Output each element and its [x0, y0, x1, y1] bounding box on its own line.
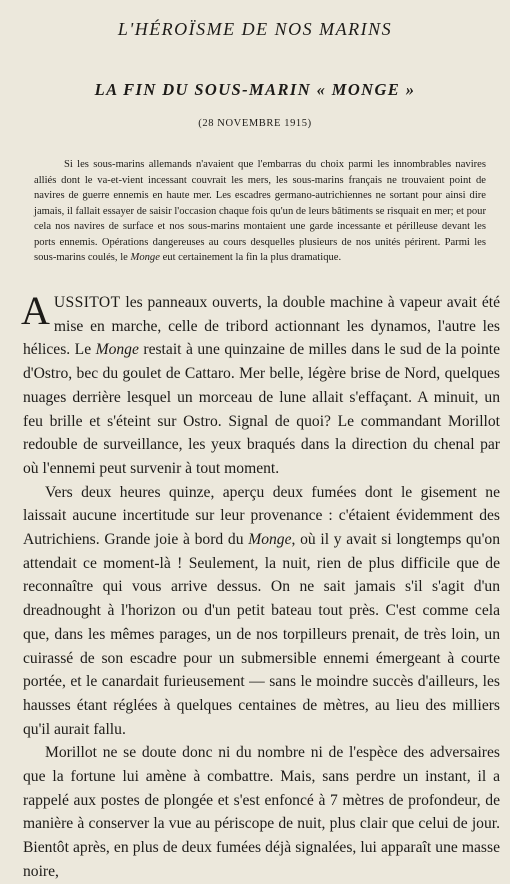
dateline: (28 NOVEMBRE 1915): [198, 118, 312, 129]
small-caps-opening: USSITOT: [53, 294, 121, 311]
ship-name: Monge: [130, 252, 160, 263]
running-title: L'HÉROÏSME DE NOS MARINS: [117, 19, 393, 39]
ship-name: Monge: [95, 341, 139, 359]
paragraph-2-text-1: Vers deux heures quinze, aperçu deux fumées dont le gisement ne laissait aucune incertitude sur leur provenance : c'étaient évidemment des Autrichiens. Grande joie à bord du: [23, 483, 500, 549]
paragraph-1: [21, 288, 501, 481]
ship-name: Monge: [248, 531, 292, 549]
article-title: LA FIN DU SOUS-MARIN « MONGE »: [94, 80, 416, 99]
intro-text-1: Si les sous-marins allemands n'avaient que l'embarras du choix parmi les innombrables navires alliés dont le va-et-vient incessant couvrait les mers, les sous-marins français ne trouvaient point de navires de guerre ennemis en haute mer. Les escadres germano-autrichiennes ne sortant pour ainsi dire jamais, il fallait essayer de saisir l'occasion chaque fois qu'un de leurs bâtiments se risquait en mer; et pour cela nos navires de surface et nos sous-marins montaient une garde incessante et périlleuse devant les ports ennemis. Opérations dangereuses au cours desquelles plusieurs de nos unités périrent. Parmi les sous-marins coulés, le: [34, 159, 486, 263]
body-text: [21, 288, 501, 884]
intro-text-2: eut certainement la fin la plus dramatique.: [159, 252, 342, 263]
paragraph-1-text-1: les panneaux ouverts, la double machine à vapeur avait été mise en marche, celle de tribord actionnant les dynamos, l'autre les hélices. Le: [23, 294, 500, 359]
paragraph-2-text-2: , où il y avait si longtemps qu'on attendait ce moment-là ! Seulement, la nuit, rien de plus difficile que de reconnaître qui vous arrive dessus. On ne sait jamais s'il s'agit d'un dreadnought à l'horizon ou d'un petit bateau tout près. C'est comme cela que, dans les mêmes parages, un de nos torpilleurs prenait, de très loin, un cuirassé de son escadre pour un submersible ennemi émergeant à courte portée, et le canardait furieusement — sans le moindre succès d'ailleurs, les hausses étant réglées à quelques centaines de mètres, au lieu des milliers qu'il aurait fallu.: [23, 531, 501, 738]
paragraph-3-text-1: Morillot ne se doute donc ni du nombre ni de l'espèce des adversaires que la fortune lui amène à combattre. Mais, sans perdre un instant, il a rappelé aux postes de plongée et s'est enfoncé à 7 mètres de profondeur, de manière à conserver la vue au périscope de nuit, plus clair que celui de jour. Bientôt après, en plus de deux fumées déjà signalées, lui apparaît une masse noire,: [23, 744, 500, 880]
intro-paragraph: [34, 157, 486, 266]
paragraph-3: [23, 741, 500, 883]
paragraph-2: [23, 481, 500, 742]
drop-cap: A: [21, 288, 50, 333]
paragraph-1-text-2: restait à une quinzaine de milles dans le sud de la pointe d'Ostro, bec du goulet de Cattaro. Mer belle, légère brise de Nord, quelques nuages derrière lesquel un morceau de lune allait s'effaçant. A minuit, un feu brille et s'éteint sur Ostro. Signal de quoi? Le commandant Morillot redouble de surveillance, les yeux braqués dans la direction du chenal par où l'ennemi peut survenir à tout moment.: [23, 341, 501, 477]
